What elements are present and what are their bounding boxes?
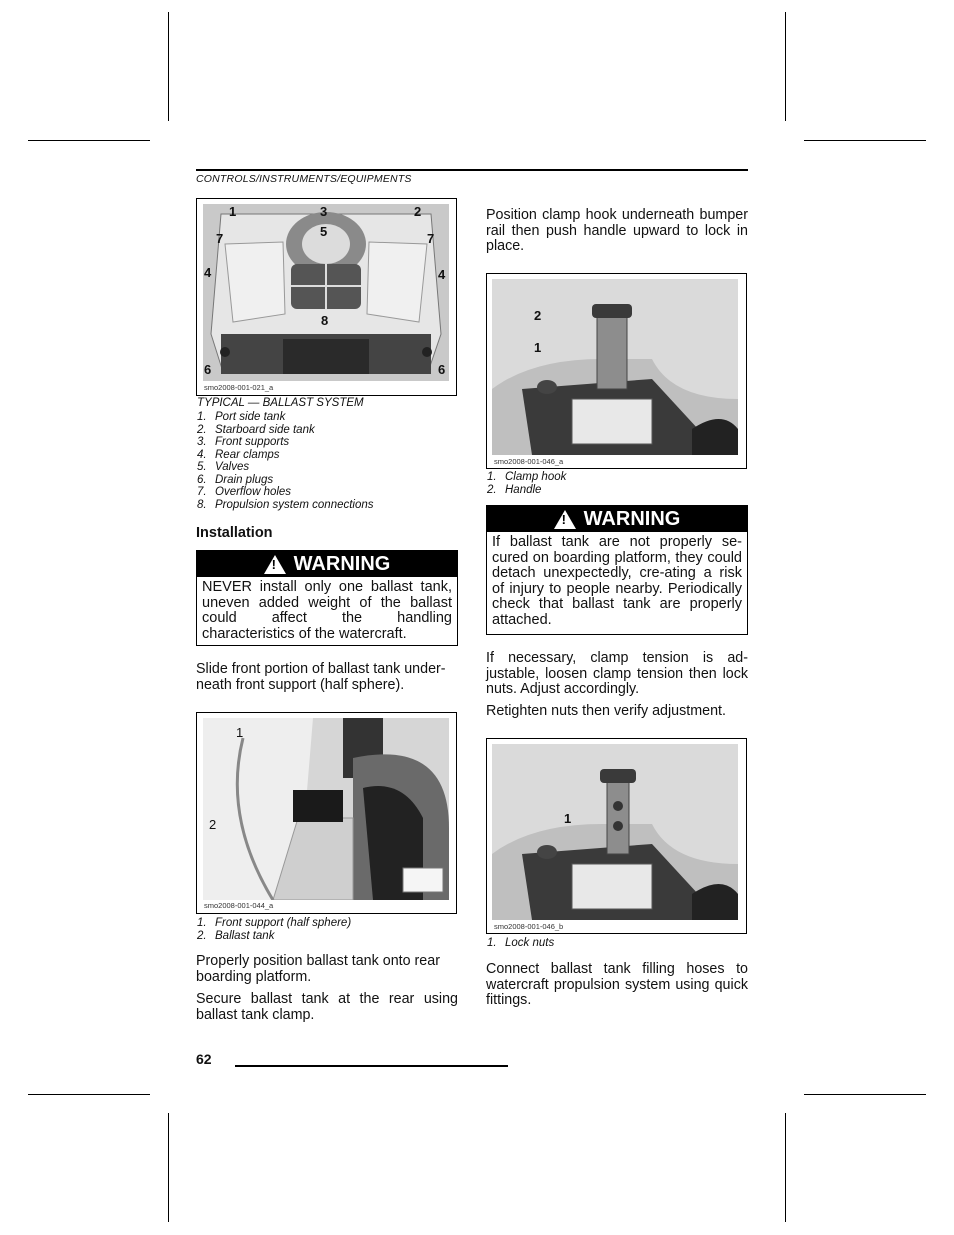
legend-item: 2. Ballast tank: [197, 929, 275, 942]
warning-bar: [487, 506, 747, 532]
callout-5: 5: [320, 224, 328, 239]
paragraph: Retighten nuts then verify adjustment.: [486, 703, 727, 719]
paragraph: Position clamp hook underneath bumper rail then push handle upward to lock in place.: [486, 207, 748, 255]
legend-item: 7. Overflow holes: [197, 486, 292, 498]
section-title: CONTROLS/INSTRUMENTS/EQUIPMENTS: [196, 173, 412, 185]
crop-mark: [804, 1094, 926, 1095]
callout-7: 7: [216, 231, 224, 246]
figure-legend: [197, 411, 374, 511]
callout-7: 7: [427, 231, 435, 246]
figure-code: smo2008-001-046_b: [494, 922, 564, 931]
callout-3: 3: [320, 204, 328, 219]
callout-6: 6: [438, 362, 446, 377]
legend-item: 8. Propulsion system connections: [197, 498, 374, 511]
callout-1: 1: [236, 725, 244, 740]
front-support-image: [203, 718, 449, 900]
figure-ballast-system: [196, 198, 457, 396]
callout-4: 4: [204, 265, 212, 280]
paragraph: Properly position ballast tank onto rear boarding platform.: [196, 953, 440, 985]
legend-item: 1. Clamp hook: [487, 471, 567, 483]
callout-2: 2: [209, 817, 217, 832]
figure-front-support: [196, 712, 457, 914]
figure-clamp: [486, 273, 747, 469]
figure-title: TYPICAL — BALLAST SYSTEM: [197, 397, 364, 409]
figure-code: smo2008-001-044_a: [204, 901, 274, 910]
paragraph: If necessary, clamp tension is ad-justable, loosen clamp tension then lock nuts. Adjust accordingly.: [486, 650, 748, 698]
lock-nuts-image: [492, 744, 738, 920]
warning-label: WARNING: [583, 507, 681, 530]
legend-item: 1. Port side tank: [197, 411, 286, 423]
crop-mark: [168, 1113, 169, 1222]
warning-bar: [197, 551, 457, 577]
warning-text: NEVER install only one ballast tank, uneven added weight of the ballast could affect the handling characteristics of the watercraft.: [202, 579, 452, 642]
clamp-image: [492, 279, 738, 455]
figure-code: smo2008-001-046_a: [494, 457, 564, 466]
front-support-photo: [203, 718, 449, 900]
lock-nuts-photo: [492, 744, 738, 920]
installation-heading: Installation: [196, 525, 273, 541]
figure-legend: [487, 937, 554, 950]
warning-triangle-icon: !: [554, 510, 576, 529]
crop-mark: [28, 140, 150, 141]
callout-8: 8: [321, 313, 329, 328]
legend-item: 6. Drain plugs: [197, 473, 274, 486]
legend-item: 5. Valves: [197, 461, 250, 473]
legend-item: 2. Starboard side tank: [197, 423, 315, 436]
footer-rule: [235, 1065, 508, 1067]
callout-2: 2: [534, 308, 542, 323]
figure-code: smo2008-001-021_a: [204, 383, 274, 392]
warning-text: If ballast tank are not properly se-cured on boarding platform, they could detach unexpectedly, cre-ating a risk of injury to people nearby. Periodically check that ballast tank are properly attached.: [492, 534, 742, 628]
callout-2: 2: [414, 204, 422, 219]
warning-label: WARNING: [293, 552, 391, 575]
callout-1: 1: [534, 340, 542, 355]
crop-mark: [28, 1094, 150, 1095]
legend-item: 2. Handle: [487, 483, 542, 496]
page-number: 62: [196, 1051, 212, 1067]
warning-triangle-icon: !: [264, 555, 286, 574]
figure-lock-nuts: [486, 738, 747, 934]
callout-6: 6: [204, 362, 212, 377]
clamp-photo: [492, 279, 738, 455]
paragraph: Slide front portion of ballast tank under-neath front support (half sphere).: [196, 661, 446, 693]
paragraph: Connect ballast tank filling hoses to watercraft propulsion system using quick fittings.: [486, 961, 748, 1009]
paragraph: Secure ballast tank at the rear using ballast tank clamp.: [196, 991, 458, 1023]
crop-mark: [785, 12, 786, 121]
figure-legend: [487, 471, 566, 496]
legend-item: 1. Front support (half sphere): [197, 917, 352, 929]
figure-legend: [197, 917, 351, 942]
callout-1: 1: [229, 204, 237, 219]
warning-box: [486, 505, 748, 635]
legend-item: 3. Front supports: [197, 436, 290, 448]
warning-box: [196, 550, 458, 646]
crop-mark: [168, 12, 169, 121]
callout-4: 4: [438, 267, 446, 282]
legend-item: 1. Lock nuts: [487, 937, 555, 949]
crop-mark: [785, 1113, 786, 1222]
legend-item: 4. Rear clamps: [197, 448, 280, 461]
crop-mark: [804, 140, 926, 141]
header-rule: [196, 169, 748, 171]
callout-1: 1: [564, 811, 572, 826]
